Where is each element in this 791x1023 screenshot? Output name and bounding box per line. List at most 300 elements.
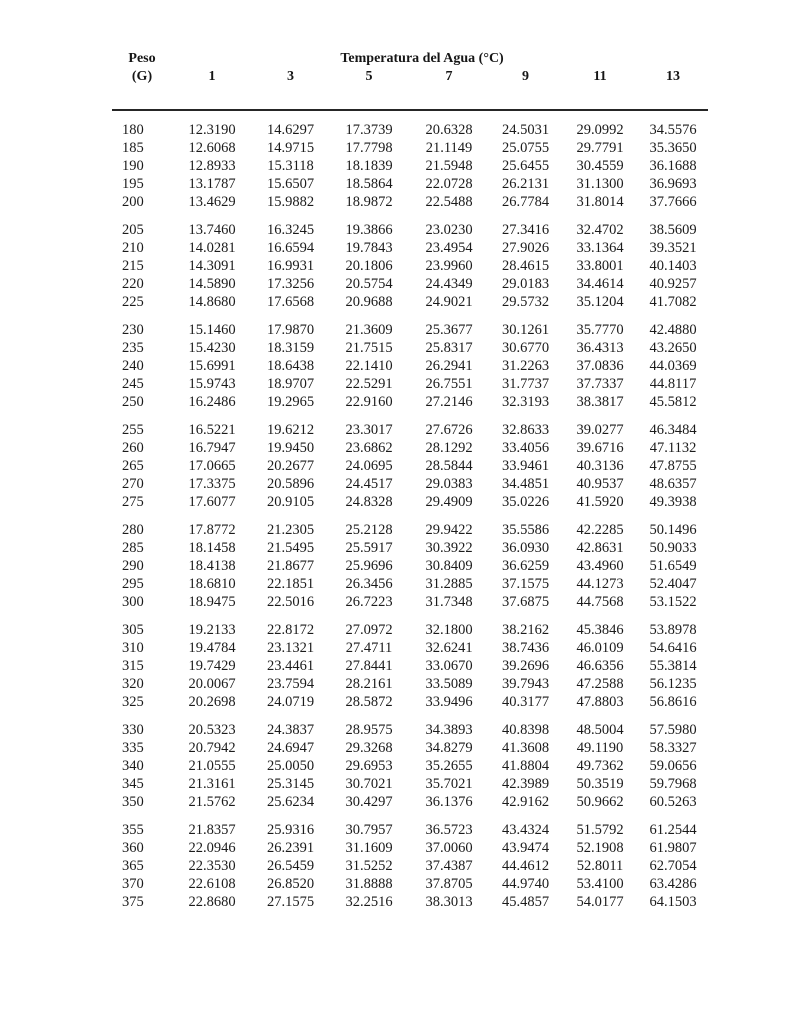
value-cell: 24.0719	[266, 694, 315, 710]
value-cell: 26.7551	[425, 376, 473, 392]
value-cell: 21.3161	[188, 776, 236, 792]
value-cell: 15.1460	[188, 322, 236, 338]
weight-cell: 310	[122, 640, 144, 656]
weight-label: Peso	[128, 51, 156, 66]
value-cell: 23.1321	[266, 640, 315, 656]
weight-cell: 270	[122, 476, 144, 492]
value-cell: 20.5754	[345, 276, 393, 292]
value-cell: 17.7798	[345, 140, 393, 156]
value-cell: 15.6991	[188, 358, 236, 374]
value-cell: 40.3177	[501, 694, 550, 710]
value-cell: 18.9475	[188, 594, 236, 610]
weight-cell: 200	[122, 194, 144, 210]
table-row	[112, 793, 708, 811]
value-cell: 29.5732	[501, 294, 550, 310]
value-cell: 18.6810	[188, 576, 236, 592]
value-cell: 26.5459	[266, 858, 315, 874]
value-cell: 40.8398	[501, 722, 550, 738]
weight-cell: 365	[122, 858, 144, 874]
table-row	[112, 139, 708, 157]
value-cell: 19.7429	[188, 658, 236, 674]
table-row	[112, 475, 708, 493]
table-row	[112, 593, 708, 611]
value-cell: 44.4612	[501, 858, 550, 874]
value-cell: 40.9257	[649, 276, 697, 292]
value-cell: 27.9026	[501, 240, 550, 256]
value-cell: 29.0383	[425, 476, 473, 492]
value-cell: 48.5004	[576, 722, 624, 738]
table-row	[112, 811, 708, 839]
value-cell: 25.3145	[266, 776, 315, 792]
table-row	[112, 339, 708, 357]
value-cell: 26.2131	[501, 176, 550, 192]
value-cell: 22.1851	[266, 576, 315, 592]
value-cell: 46.3484	[649, 422, 697, 438]
value-cell: 25.3677	[425, 322, 473, 338]
table-row	[112, 575, 708, 593]
value-cell: 22.9160	[345, 394, 393, 410]
value-cell: 27.2146	[425, 394, 473, 410]
value-cell: 32.1800	[425, 622, 473, 638]
value-cell: 15.9882	[266, 194, 315, 210]
value-cell: 21.7515	[345, 340, 393, 356]
value-cell: 20.9105	[266, 494, 315, 510]
value-cell: 31.1609	[345, 840, 393, 856]
value-cell: 52.4047	[649, 576, 697, 592]
value-cell: 22.8172	[266, 622, 315, 638]
value-cell: 17.3739	[345, 122, 393, 138]
weight-cell: 285	[122, 540, 144, 556]
value-cell: 52.1908	[576, 840, 624, 856]
value-cell: 42.4880	[649, 322, 697, 338]
water-temperature-table	[112, 46, 708, 911]
value-cell: 41.8804	[501, 758, 550, 774]
value-cell: 13.7460	[188, 222, 236, 238]
value-cell: 31.8014	[576, 194, 624, 210]
value-cell: 37.4387	[425, 858, 473, 874]
value-cell: 21.2305	[266, 522, 315, 538]
value-cell: 24.6947	[266, 740, 315, 756]
value-cell: 29.0183	[501, 276, 550, 292]
value-cell: 38.3817	[576, 394, 624, 410]
value-cell: 30.3922	[425, 540, 473, 556]
weight-cell: 210	[122, 240, 144, 256]
table-row	[112, 311, 708, 339]
value-cell: 35.0226	[501, 494, 550, 510]
value-cell: 22.1410	[345, 358, 393, 374]
value-cell: 24.5031	[501, 122, 550, 138]
value-cell: 22.5291	[345, 376, 393, 392]
value-cell: 40.1403	[649, 258, 697, 274]
value-cell: 59.7968	[649, 776, 697, 792]
value-cell: 40.9537	[576, 476, 624, 492]
weight-cell: 225	[122, 294, 144, 310]
value-cell: 43.4324	[501, 822, 550, 838]
value-cell: 37.0836	[576, 358, 624, 374]
value-cell: 38.2162	[501, 622, 550, 638]
value-cell: 23.4954	[425, 240, 473, 256]
value-cell: 25.0755	[501, 140, 550, 156]
value-cell: 37.0060	[425, 840, 473, 856]
value-cell: 61.9807	[649, 840, 697, 856]
table-row	[112, 557, 708, 575]
value-cell: 22.3530	[188, 858, 236, 874]
table-row	[112, 375, 708, 393]
value-cell: 43.2650	[649, 340, 697, 356]
table-row	[112, 457, 708, 475]
table-row	[112, 893, 708, 911]
table-row	[112, 293, 708, 311]
value-cell: 49.7362	[576, 758, 624, 774]
value-cell: 18.6438	[266, 358, 315, 374]
value-cell: 27.1575	[266, 894, 315, 910]
value-cell: 13.1787	[188, 176, 236, 192]
header-columns-row	[112, 67, 708, 110]
value-cell: 24.9021	[425, 294, 473, 310]
weight-cell: 290	[122, 558, 144, 574]
value-cell: 39.6716	[576, 440, 624, 456]
value-cell: 15.3118	[267, 158, 314, 174]
table-row	[112, 193, 708, 211]
value-cell: 24.3837	[266, 722, 315, 738]
value-cell: 48.6357	[649, 476, 697, 492]
value-cell: 38.7436	[501, 640, 550, 656]
value-cell: 52.8011	[576, 858, 624, 874]
table-body	[112, 110, 708, 911]
value-cell: 19.7843	[345, 240, 393, 256]
value-cell: 16.9931	[266, 258, 315, 274]
weight-cell: 340	[122, 758, 144, 774]
table-row	[112, 657, 708, 675]
value-cell: 57.5980	[649, 722, 697, 738]
value-cell: 50.9662	[576, 794, 624, 810]
value-cell: 14.5890	[188, 276, 236, 292]
value-cell: 28.1292	[425, 440, 473, 456]
value-cell: 36.4313	[576, 340, 624, 356]
value-cell: 53.8978	[649, 622, 697, 638]
weight-cell: 245	[122, 376, 144, 392]
value-cell: 25.2128	[345, 522, 393, 538]
value-cell: 19.6212	[266, 422, 315, 438]
value-cell: 22.6108	[188, 876, 236, 892]
value-cell: 47.2588	[576, 676, 624, 692]
weight-cell: 255	[122, 422, 144, 438]
value-cell: 34.5576	[649, 122, 697, 138]
value-cell: 26.2391	[266, 840, 315, 856]
value-cell: 42.2285	[576, 522, 624, 538]
value-cell: 24.0695	[345, 458, 393, 474]
value-cell: 22.5016	[266, 594, 315, 610]
value-cell: 43.4960	[576, 558, 624, 574]
value-cell: 21.5495	[266, 540, 315, 556]
value-cell: 14.8680	[188, 294, 236, 310]
value-cell: 28.4615	[501, 258, 550, 274]
value-cell: 20.2698	[188, 694, 236, 710]
value-cell: 14.3091	[188, 258, 236, 274]
value-cell: 60.5263	[649, 794, 697, 810]
value-cell: 28.5844	[425, 458, 473, 474]
value-cell: 18.1839	[345, 158, 393, 174]
value-cell: 18.9707	[266, 376, 315, 392]
weight-cell: 360	[122, 840, 144, 856]
value-cell: 31.8888	[345, 876, 393, 892]
value-cell: 17.8772	[188, 522, 236, 538]
table-row	[112, 275, 708, 293]
value-cell: 32.2516	[345, 894, 393, 910]
value-cell: 20.6328	[425, 122, 473, 138]
temp-column-header-3: 3	[252, 67, 329, 110]
table-title: Temperatura del Agua (°C)	[340, 51, 504, 66]
temp-column-header-11: 11	[562, 67, 638, 110]
value-cell: 31.7348	[425, 594, 473, 610]
table-row	[112, 857, 708, 875]
value-cell: 22.5488	[425, 194, 473, 210]
value-cell: 47.8803	[576, 694, 624, 710]
value-cell: 14.9715	[266, 140, 315, 156]
temp-column-header-1: 1	[172, 67, 252, 110]
value-cell: 29.9422	[425, 522, 473, 538]
value-cell: 29.4909	[425, 494, 473, 510]
temp-column-header-5: 5	[329, 67, 409, 110]
weight-cell: 195	[122, 176, 144, 192]
value-cell: 41.3608	[501, 740, 550, 756]
value-cell: 16.3245	[266, 222, 315, 238]
value-cell: 30.8409	[425, 558, 473, 574]
weight-cell: 265	[122, 458, 144, 474]
value-cell: 15.4230	[188, 340, 236, 356]
value-cell: 17.9870	[266, 322, 315, 338]
table-row	[112, 511, 708, 539]
data-table	[112, 46, 708, 911]
table-row	[112, 639, 708, 657]
value-cell: 45.5812	[649, 394, 697, 410]
value-cell: 26.2941	[425, 358, 473, 374]
value-cell: 16.2486	[188, 394, 236, 410]
value-cell: 34.4851	[501, 476, 550, 492]
value-cell: 20.0067	[188, 676, 236, 692]
weight-cell: 275	[122, 494, 144, 510]
value-cell: 31.7737	[501, 376, 550, 392]
value-cell: 63.4286	[649, 876, 697, 892]
value-cell: 42.9162	[501, 794, 550, 810]
value-cell: 24.8328	[345, 494, 393, 510]
value-cell: 36.9693	[649, 176, 697, 192]
value-cell: 43.9474	[501, 840, 550, 856]
value-cell: 28.5872	[345, 694, 393, 710]
value-cell: 16.7947	[188, 440, 236, 456]
value-cell: 37.1575	[501, 576, 550, 592]
value-cell: 37.7666	[649, 194, 697, 210]
value-cell: 50.3519	[576, 776, 624, 792]
value-cell: 19.3866	[345, 222, 393, 238]
value-cell: 21.3609	[345, 322, 393, 338]
value-cell: 33.1364	[576, 240, 624, 256]
value-cell: 20.9688	[345, 294, 393, 310]
weight-cell: 295	[122, 576, 144, 592]
value-cell: 19.4784	[188, 640, 236, 656]
table-row	[112, 757, 708, 775]
value-cell: 33.9496	[425, 694, 473, 710]
value-cell: 23.4461	[266, 658, 315, 674]
value-cell: 27.8441	[345, 658, 393, 674]
value-cell: 27.0972	[345, 622, 393, 638]
value-cell: 44.0369	[649, 358, 697, 374]
value-cell: 35.7770	[576, 322, 624, 338]
value-cell: 30.1261	[501, 322, 550, 338]
weight-cell: 220	[122, 276, 144, 292]
value-cell: 36.1376	[425, 794, 473, 810]
value-cell: 47.1132	[649, 440, 697, 456]
value-cell: 35.5586	[501, 522, 550, 538]
value-cell: 31.5252	[345, 858, 393, 874]
table-row	[112, 611, 708, 639]
weight-cell: 355	[122, 822, 144, 838]
value-cell: 35.2655	[425, 758, 473, 774]
value-cell: 12.8933	[188, 158, 236, 174]
value-cell: 33.0670	[425, 658, 473, 674]
value-cell: 27.6726	[425, 422, 473, 438]
value-cell: 21.5948	[425, 158, 473, 174]
temp-column-header-13: 13	[638, 67, 708, 110]
value-cell: 12.6068	[188, 140, 236, 156]
value-cell: 28.9575	[345, 722, 393, 738]
value-cell: 22.8680	[188, 894, 236, 910]
value-cell: 25.6234	[266, 794, 315, 810]
value-cell: 27.3416	[501, 222, 550, 238]
value-cell: 18.9872	[345, 194, 393, 210]
table-row	[112, 711, 708, 739]
temp-column-header-7: 7	[409, 67, 489, 110]
value-cell: 23.0230	[425, 222, 473, 238]
value-cell: 20.1806	[345, 258, 393, 274]
value-cell: 35.7021	[425, 776, 473, 792]
temp-column-header-9: 9	[489, 67, 562, 110]
value-cell: 30.6770	[501, 340, 550, 356]
value-cell: 37.7337	[576, 376, 624, 392]
table-row	[112, 257, 708, 275]
value-cell: 41.5920	[576, 494, 624, 510]
table-row	[112, 493, 708, 511]
value-cell: 32.8633	[501, 422, 550, 438]
value-cell: 31.2263	[501, 358, 550, 374]
value-cell: 34.4614	[576, 276, 624, 292]
value-cell: 46.6356	[576, 658, 624, 674]
weight-cell: 325	[122, 694, 144, 710]
value-cell: 33.9461	[501, 458, 550, 474]
value-cell: 44.7568	[576, 594, 624, 610]
value-cell: 29.6953	[345, 758, 393, 774]
value-cell: 42.8631	[576, 540, 624, 556]
value-cell: 26.7223	[345, 594, 393, 610]
table-row	[112, 539, 708, 557]
value-cell: 51.6549	[649, 558, 697, 574]
value-cell: 39.3521	[649, 240, 697, 256]
value-cell: 31.2885	[425, 576, 473, 592]
value-cell: 14.0281	[188, 240, 236, 256]
value-cell: 26.7784	[501, 194, 550, 210]
value-cell: 29.7791	[576, 140, 624, 156]
value-cell: 62.7054	[649, 858, 697, 874]
value-cell: 53.1522	[649, 594, 697, 610]
table-row	[112, 157, 708, 175]
value-cell: 15.6507	[266, 176, 315, 192]
weight-cell: 260	[122, 440, 144, 456]
value-cell: 25.5917	[345, 540, 393, 556]
value-cell: 12.3190	[188, 122, 236, 138]
value-cell: 23.9960	[425, 258, 473, 274]
value-cell: 21.1149	[425, 140, 473, 156]
table-row	[112, 775, 708, 793]
value-cell: 23.7594	[266, 676, 315, 692]
weight-cell: 320	[122, 676, 144, 692]
value-cell: 18.3159	[266, 340, 315, 356]
value-cell: 32.6241	[425, 640, 473, 656]
table-row	[112, 839, 708, 857]
value-cell: 19.2133	[188, 622, 236, 638]
value-cell: 18.4138	[188, 558, 236, 574]
value-cell: 20.7942	[188, 740, 236, 756]
value-cell: 45.4857	[501, 894, 550, 910]
value-cell: 61.2544	[649, 822, 697, 838]
weight-cell: 300	[122, 594, 144, 610]
value-cell: 41.7082	[649, 294, 697, 310]
weight-cell: 205	[122, 222, 144, 238]
weight-cell: 240	[122, 358, 144, 374]
value-cell: 29.0992	[576, 122, 624, 138]
table-row	[112, 357, 708, 375]
weight-cell: 180	[122, 122, 144, 138]
value-cell: 58.3327	[649, 740, 697, 756]
table-row	[112, 675, 708, 693]
weight-cell: 185	[122, 140, 144, 156]
value-cell: 15.9743	[188, 376, 236, 392]
value-cell: 32.4702	[576, 222, 624, 238]
value-cell: 24.4517	[345, 476, 393, 492]
value-cell: 39.0277	[576, 422, 624, 438]
value-cell: 21.8357	[188, 822, 236, 838]
value-cell: 13.4629	[188, 194, 236, 210]
value-cell: 47.8755	[649, 458, 697, 474]
table-row	[112, 175, 708, 193]
weight-cell: 375	[122, 894, 144, 910]
value-cell: 30.7957	[345, 822, 393, 838]
value-cell: 31.1300	[576, 176, 624, 192]
value-cell: 23.6862	[345, 440, 393, 456]
value-cell: 21.0555	[188, 758, 236, 774]
value-cell: 19.2965	[266, 394, 315, 410]
table-row	[112, 693, 708, 711]
table-row	[112, 739, 708, 757]
value-cell: 25.9696	[345, 558, 393, 574]
weight-cell: 305	[122, 622, 144, 638]
value-cell: 25.8317	[425, 340, 473, 356]
value-cell: 14.6297	[266, 122, 315, 138]
value-cell: 17.6077	[188, 494, 236, 510]
value-cell: 36.6259	[501, 558, 550, 574]
value-cell: 39.2696	[501, 658, 550, 674]
weight-cell: 315	[122, 658, 144, 674]
value-cell: 56.1235	[649, 676, 697, 692]
value-cell: 21.5762	[188, 794, 236, 810]
value-cell: 37.6875	[501, 594, 550, 610]
value-cell: 16.6594	[266, 240, 315, 256]
value-cell: 33.4056	[501, 440, 550, 456]
weight-cell: 330	[122, 722, 144, 738]
value-cell: 21.8677	[266, 558, 315, 574]
table-row	[112, 110, 708, 139]
value-cell: 22.0946	[188, 840, 236, 856]
value-cell: 49.1190	[576, 740, 624, 756]
